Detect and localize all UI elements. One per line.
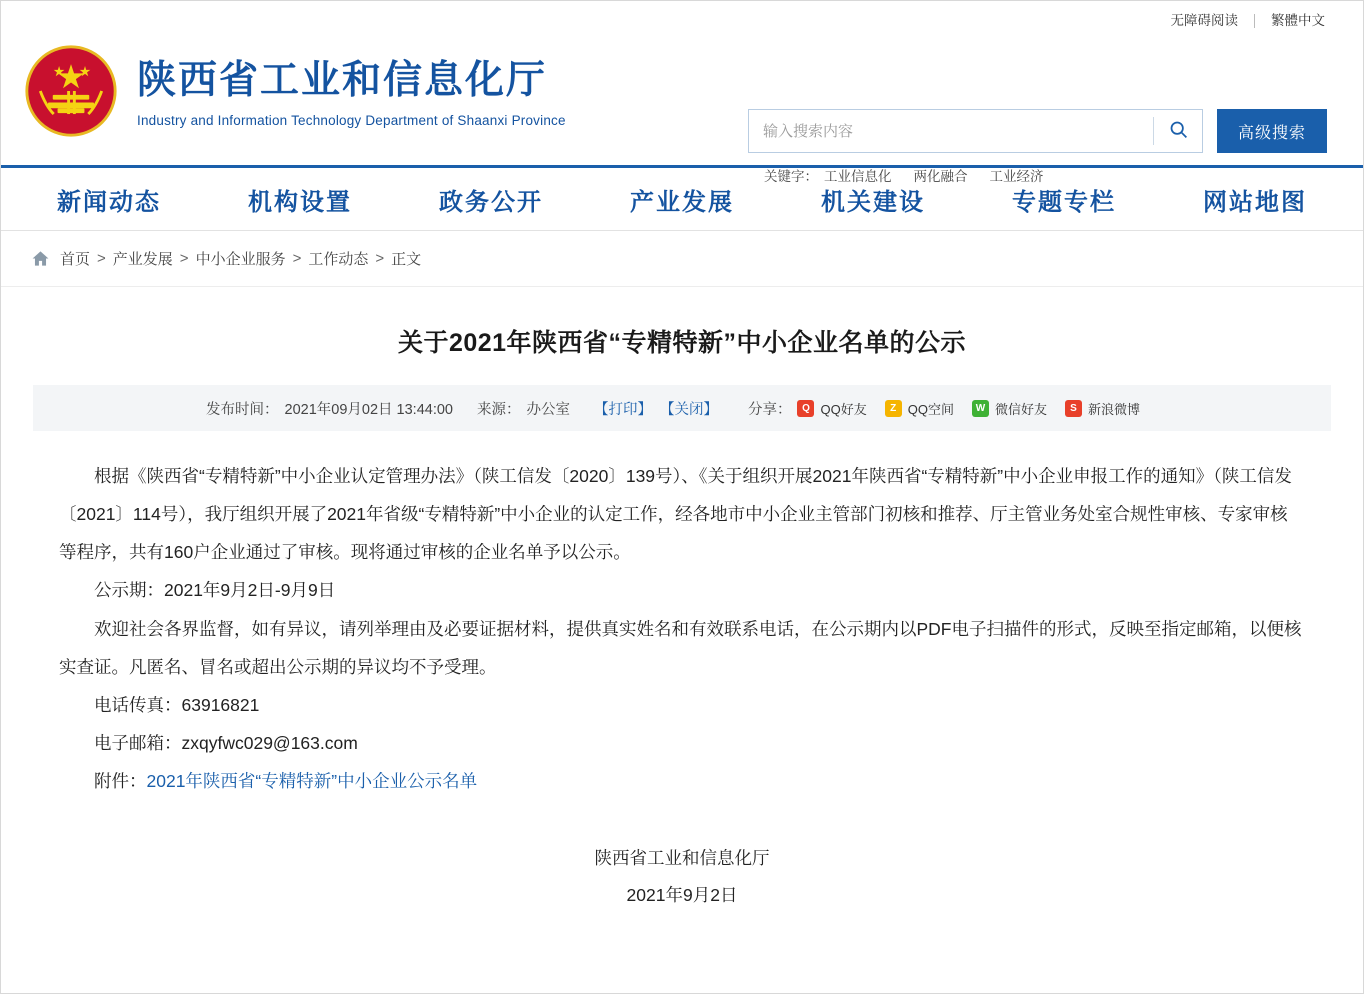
- article-meta-bar: [33, 385, 1331, 431]
- nav-item-news[interactable]: 新闻动态: [57, 188, 161, 216]
- article-body: [33, 457, 1331, 914]
- article-paragraph-1: 根据《陕西省“专精特新”中小企业认定管理办法》（陕工信发〔2020〕139号）、《关于组织开展2021年陕西省“专精特新”中小企业申报工作的通知》（陕工信发〔2021〕114号），我厅组织开展了2021年省级“专精特新”中小企业的认定工作，经各地市中小企业主管部门初核和推荐、厅主管业务处室合规性审核、专家审核等程序，共有160户企业通过了审核。现将通过审核的企业名单予以公示。: [59, 466, 1292, 563]
- home-icon: [31, 249, 50, 268]
- breadcrumb-item-sme-service[interactable]: 中小企业服务: [195, 251, 286, 268]
- keyword-link-1[interactable]: 工业信息化: [824, 169, 892, 184]
- nav-item-special-columns[interactable]: 专题专栏: [1012, 188, 1116, 216]
- breadcrumb: [1, 231, 1363, 287]
- search-input[interactable]: [749, 110, 1153, 152]
- search-row: [748, 109, 1328, 153]
- publish-time-label: 发布时间：: [206, 401, 279, 418]
- share-qq-friend-label: QQ好友: [820, 401, 867, 417]
- signature-organization: 陕西省工业和信息化厅: [594, 848, 770, 869]
- site-header: [1, 37, 1363, 184]
- nav-item-government-affairs[interactable]: 政务公开: [439, 188, 543, 216]
- breadcrumb-separator-3: >: [292, 250, 302, 267]
- keywords-label: 关键字：: [764, 169, 818, 184]
- breadcrumb-item-home[interactable]: 首页: [60, 251, 91, 268]
- search-box[interactable]: [748, 109, 1203, 153]
- accessibility-link[interactable]: 无障碍阅读: [1170, 13, 1238, 28]
- share-qq-zone[interactable]: [885, 399, 960, 418]
- share-weibo[interactable]: [1065, 399, 1146, 418]
- topbar-divider: [1254, 14, 1255, 28]
- article-signature: [59, 840, 1305, 914]
- article-paragraph-5: 电子邮箱：zxqyfwc029@163.com: [94, 732, 358, 753]
- site-title-en: Industry and Information Technology Department of Shaanxi Province: [137, 112, 566, 128]
- national-emblem-icon: [23, 43, 119, 139]
- share-qq-friend[interactable]: [797, 399, 872, 418]
- breadcrumb-separator-1: >: [97, 250, 106, 267]
- article: [1, 323, 1363, 914]
- top-utility-bar: [1, 1, 1363, 37]
- nav-item-site-map[interactable]: 网站地图: [1203, 188, 1307, 216]
- nav-item-industry-development[interactable]: 产业发展: [630, 188, 734, 216]
- advanced-search-button[interactable]: 高级搜索: [1217, 109, 1327, 153]
- close-button[interactable]: 【关闭】: [659, 401, 718, 418]
- site-brand[interactable]: [23, 43, 566, 139]
- share-wechat[interactable]: [972, 399, 1053, 418]
- share-wechat-label: 微信好友: [994, 401, 1047, 417]
- breadcrumb-item-work-updates[interactable]: 工作动态: [308, 251, 369, 268]
- qq-zone-icon: Z: [885, 400, 902, 417]
- signature-date: 2021年9月2日: [626, 885, 738, 906]
- source-value: 办公室: [526, 401, 570, 418]
- article-paragraph-4: 电话传真：63916821: [94, 694, 260, 715]
- search-icon: [1168, 119, 1189, 143]
- breadcrumb-item-industry[interactable]: 产业发展: [112, 251, 173, 268]
- attachment-label: 附件：: [94, 771, 147, 792]
- nav-item-organization[interactable]: 机构设置: [248, 188, 352, 216]
- share-qq-zone-label: QQ空间: [907, 401, 954, 417]
- search-area: [748, 109, 1328, 185]
- wechat-icon: W: [972, 400, 989, 417]
- breadcrumb-separator-4: >: [375, 250, 385, 267]
- share-label: 分享：: [747, 401, 792, 418]
- page-title: 关于2021年陕西省“专精特新”中小企业名单的公示: [397, 329, 967, 357]
- search-button[interactable]: [1154, 110, 1202, 152]
- print-button[interactable]: 【打印】: [593, 401, 652, 418]
- share-weibo-label: 新浪微博: [1087, 401, 1140, 417]
- weibo-icon: S: [1065, 400, 1082, 417]
- article-attachment-row: [59, 762, 1305, 800]
- source-label: 来源：: [476, 401, 521, 418]
- article-paragraph-3: 欢迎社会各界监督，如有异议，请列举理由及必要证据材料，提供真实姓名和有效联系电话，在公示期内以PDF电子扫描件的形式，反映至指定邮箱，以便核实查证。凡匿名、冒名或超出公示期的异议均不予受理。: [59, 618, 1302, 677]
- attachment-link[interactable]: 2021年陕西省“专精特新”中小企业公示名单: [146, 771, 478, 792]
- keyword-link-2[interactable]: 两化融合: [913, 169, 968, 184]
- breadcrumb-separator-2: >: [179, 250, 189, 267]
- publish-time-value: 2021年09月02日 13:44:00: [284, 401, 453, 418]
- article-paragraph-2: 公示期：2021年9月2日-9月9日: [94, 580, 336, 601]
- site-title-cn: 陕西省工业和信息化厅: [137, 59, 548, 103]
- nav-item-agency-construction[interactable]: 机关建设: [821, 188, 925, 216]
- qq-friend-icon: Q: [797, 400, 814, 417]
- breadcrumb-item-current: 正文: [391, 251, 422, 268]
- keyword-link-3[interactable]: 工业经济: [989, 169, 1044, 184]
- site-title-block: [137, 54, 566, 128]
- search-keywords: [748, 165, 1328, 185]
- traditional-chinese-link[interactable]: 繁體中文: [1271, 13, 1325, 28]
